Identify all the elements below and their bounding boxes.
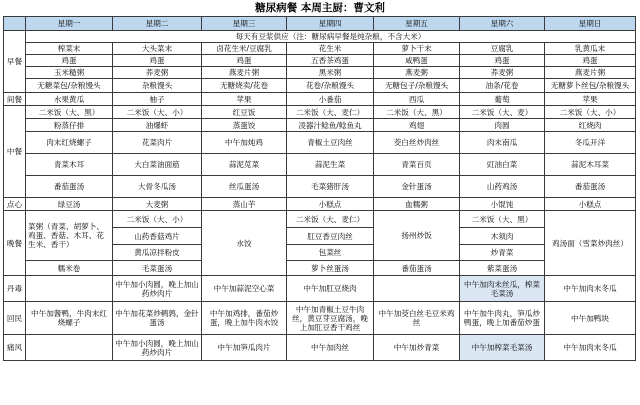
menu-cell: 鸡蛋: [113, 55, 202, 67]
menu-cell: 二米饭（大、小）: [113, 106, 202, 119]
menu-cell: 中午加小肉圆，晚上加山药炒肉片: [113, 335, 202, 361]
menu-cell: 二米饭（大、黑）: [26, 106, 113, 119]
menu-cell: 青菜木耳: [26, 154, 113, 176]
menu-cell: 中午加榨菜毛菜汤: [460, 335, 545, 361]
menu-cell: 大麦粥: [113, 198, 202, 211]
lunch-row: [4, 154, 636, 176]
menu-cell: 二米饭（大、麦仁）: [287, 211, 374, 228]
menu-cell: 绿豆汤: [26, 198, 113, 211]
menu-cell: 鸡蛋: [545, 55, 636, 67]
huisheng-row: [4, 302, 636, 335]
menu-cell: 肛豆香豆肉丝: [287, 228, 374, 245]
breakfast-row: [4, 55, 636, 67]
menu-cell: 扬州炒饭: [374, 211, 460, 261]
menu-cell: 荞麦粥: [460, 67, 545, 79]
menu-cell: 茭白丝炒肉丝: [374, 132, 460, 154]
lunch-row: [4, 132, 636, 154]
menu-cell: 中午加茭白丝毛豆米鸡丝: [374, 302, 460, 335]
menu-cell: 水果黄瓜: [26, 93, 113, 106]
menu-cell: 苹果: [202, 93, 287, 106]
breakfast-row: [4, 67, 636, 79]
menu-cell: 中午加肉丝: [287, 335, 374, 361]
menu-cell: 鸡蛋: [26, 55, 113, 67]
menu-cell: 蒜泥木耳菜: [545, 154, 636, 176]
menu-cell: 中午加炒青菜: [374, 335, 460, 361]
day-header: 星期六: [460, 17, 545, 31]
menu-cell: 血糯粥: [374, 198, 460, 211]
snack2-row: [4, 198, 636, 211]
menu-cell: 包菜丝: [287, 245, 374, 261]
menu-cell: 二米饭（大、小）: [113, 211, 202, 228]
menu-cell: 西瓜: [374, 93, 460, 106]
menu-cell: 中午加肛豆烧肉: [287, 276, 374, 302]
menu-cell: 红烧肉: [545, 119, 636, 132]
menu-cell: 中午加花菜炒鹌鹑，金针蛋汤: [113, 302, 202, 335]
menu-cell: 番茄蛋汤: [374, 261, 460, 276]
menu-cell: 紫菜蛋汤: [460, 261, 545, 276]
menu-cell: 榨菜末: [26, 43, 113, 55]
menu-cell: 山药香菇鸡片: [113, 228, 202, 245]
menu-cell: 肉圆: [460, 119, 545, 132]
menu-cell: 粉蒸仔排: [26, 119, 113, 132]
menu-cell: 蒜泥苋菜: [202, 154, 287, 176]
menu-cell: 二米饭（大、黑）: [374, 106, 460, 119]
day-header: 星期五: [374, 17, 460, 31]
menu-cell: 中午加肉末丝瓜，榨菜毛菜汤: [460, 276, 545, 302]
day-header: 星期日: [545, 17, 636, 31]
menu-cell: 菜粥（青菜、胡萝卜、鸡蛋、香菇、木耳、花生米、香干）: [26, 211, 113, 261]
menu-cell: 无糖萝卜丝包/杂粮馒头: [545, 79, 636, 93]
day-header: 星期二: [113, 17, 202, 31]
menu-cell: 黑米粥: [287, 67, 374, 79]
menu-cell: 花生米: [287, 43, 374, 55]
dinner-row: [4, 261, 636, 276]
day-header: 星期四: [287, 17, 374, 31]
day-header: 星期一: [26, 17, 113, 31]
menu-cell: 葡萄: [460, 93, 545, 106]
menu-cell: 燕麦片粥: [202, 67, 287, 79]
menu-cell: 山药鸡汤: [460, 176, 545, 198]
meal-label-dinner: 晚餐: [4, 211, 26, 276]
menu-cell: 中午加酱鸭，牛肉末红烧螺子: [26, 302, 113, 335]
menu-cell: 小馄饨: [460, 198, 545, 211]
menu-cell: 萝卜丝蛋汤: [287, 261, 374, 276]
menu-cell: 番茄蛋汤: [26, 176, 113, 198]
menu-cell: 丝瓜蛋汤: [202, 176, 287, 198]
menu-cell: 鸡翅: [374, 119, 460, 132]
dinner-row: [4, 211, 636, 228]
menu-cell: 中午加笋瓜肉片: [202, 335, 287, 361]
menu-cell: 青菜百页: [374, 154, 460, 176]
meal-label-huisheng: 回民: [4, 302, 26, 335]
menu-cell: 荞麦粥: [113, 67, 202, 79]
menu-cell: 中午加青椒土豆牛肉丝，黄豆芽豆腐汤，晚上加肛豆香干鸡丝: [287, 302, 374, 335]
menu-cell: 萝卜干末: [374, 43, 460, 55]
menu-cell: 鸡蛋: [202, 55, 287, 67]
menu-cell: 糯米卷: [26, 261, 113, 276]
menu-cell: 蒸山芋: [202, 198, 287, 211]
menu-cell: [26, 276, 113, 302]
menu-cell: 中午加炖鸡: [202, 132, 287, 154]
menu-cell: 二米饭（大、麦仁）: [287, 106, 374, 119]
menu-cell: [374, 276, 460, 302]
corner-cell: [4, 17, 26, 31]
menu-cell: 中午加肉末冬瓜: [545, 335, 636, 361]
breakfast-row: [4, 43, 636, 55]
meal-label-tongfeng: 痛风: [4, 335, 26, 361]
menu-cell: 小番茄: [287, 93, 374, 106]
lunch-row: [4, 119, 636, 132]
menu-cell: 油爆虾: [113, 119, 202, 132]
lunch-row: [4, 106, 636, 119]
menu-cell: 中午加小肉圆，晚上加山药炒肉片: [113, 276, 202, 302]
lunch-row: [4, 176, 636, 198]
menu-cell: 玉米糙粥: [26, 67, 113, 79]
menu-cell: 金针蛋汤: [374, 176, 460, 198]
menu-cell: 肉末南瓜: [460, 132, 545, 154]
menu-cell: 水饺: [202, 211, 287, 276]
day-header: 星期三: [202, 17, 287, 31]
menu-cell: 小糕点: [545, 198, 636, 211]
menu-cell: 二米饭（大、黑）: [460, 211, 545, 228]
menu-cell: 炒青菜: [460, 245, 545, 261]
menu-cell: 红豆饭: [202, 106, 287, 119]
breakfast-row: [4, 79, 636, 93]
menu-cell: 燕麦片粥: [545, 67, 636, 79]
meal-label-danxi: 丹毒: [4, 276, 26, 302]
menu-cell: 蒸蛋饺: [202, 119, 287, 132]
breakfast-note: 每天有豆浆供应（注：糖尿病早餐是纯杂粮，不含大米）: [26, 31, 636, 43]
menu-cell: 小糕点: [287, 198, 374, 211]
menu-cell: 青椒土豆肉丝: [287, 132, 374, 154]
menu-cell: 凌器汁鲶鱼/鲶鱼丸: [287, 119, 374, 132]
page-title: 糖尿病餐 本周主厨：曹文利: [255, 2, 385, 14]
menu-cell: 花卷/杂粮馒头: [287, 79, 374, 93]
weekly-menu-table: [3, 16, 636, 361]
menu-cell: 中午加鸭块: [545, 302, 636, 335]
breakfast-note-row: [4, 31, 636, 43]
menu-cell: 蒜泥生菜: [287, 154, 374, 176]
menu-cell: 五香茶鸡蛋: [287, 55, 374, 67]
meal-label-snack2: 点心: [4, 198, 26, 211]
menu-cell: 燕麦粥: [374, 67, 460, 79]
menu-cell: 无糖烧卖/花卷: [202, 79, 287, 93]
menu-cell: 二米饭（大、小）: [545, 106, 636, 119]
menu-cell: 豆腐乳: [460, 43, 545, 55]
menu-cell: 番茄蛋汤: [545, 176, 636, 198]
menu-cell: 花菜肉片: [113, 132, 202, 154]
meal-label-breakfast: 早餐: [4, 31, 26, 93]
menu-cell: 中午加蒜泥空心菜: [202, 276, 287, 302]
meal-label-lunch: 中餐: [4, 106, 26, 198]
menu-cell: 苹果: [545, 93, 636, 106]
menu-cell: 无糖包子/杂粮馒头: [374, 79, 460, 93]
menu-cell: 卤花生米/豆腐乳: [202, 43, 287, 55]
menu-cell: 咸鸭蛋: [374, 55, 460, 67]
menu-cell: 冬瓜开洋: [545, 132, 636, 154]
menu-cell: 中午加牛肉丸，笋瓜炒鸭蛋，晚上加番茄炒蛋: [460, 302, 545, 335]
menu-cell: 乳黄瓜末: [545, 43, 636, 55]
menu-cell: [26, 335, 113, 361]
menu-cell: 肉末红烧螺子: [26, 132, 113, 154]
menu-cell: 中午加鸡排，番茄炒蛋，晚上加牛肉水饺: [202, 302, 287, 335]
tongfeng-row: [4, 335, 636, 361]
meal-label-snack1: 间餐: [4, 93, 26, 106]
menu-cell: 黄瓜凉拌粉皮: [113, 245, 202, 261]
menu-cell: 大白菜油面筋: [113, 154, 202, 176]
menu-cell: 柚子: [113, 93, 202, 106]
header-row: [4, 17, 636, 31]
menu-cell: 二米饭（大、麦）: [460, 106, 545, 119]
menu-cell: 鸡汤面（雪菜炒肉丝）: [545, 211, 636, 276]
menu-cell: 杂粮馒头: [113, 79, 202, 93]
menu-cell: 鸡蛋: [460, 55, 545, 67]
menu-cell: 木须肉: [460, 228, 545, 245]
menu-cell: 大骨冬瓜汤: [113, 176, 202, 198]
menu-cell: 中午加肉末冬瓜: [545, 276, 636, 302]
menu-cell: 油条/花卷: [460, 79, 545, 93]
snack1-row: [4, 93, 636, 106]
menu-cell: 毛菜蛋汤: [113, 261, 202, 276]
menu-cell: 大头菜末: [113, 43, 202, 55]
menu-cell: 无糖菜包/杂粮馒头: [26, 79, 113, 93]
menu-cell: 毛菜猪肝汤: [287, 176, 374, 198]
menu-cell: 豇油白菜: [460, 154, 545, 176]
danxi-row: [4, 276, 636, 302]
